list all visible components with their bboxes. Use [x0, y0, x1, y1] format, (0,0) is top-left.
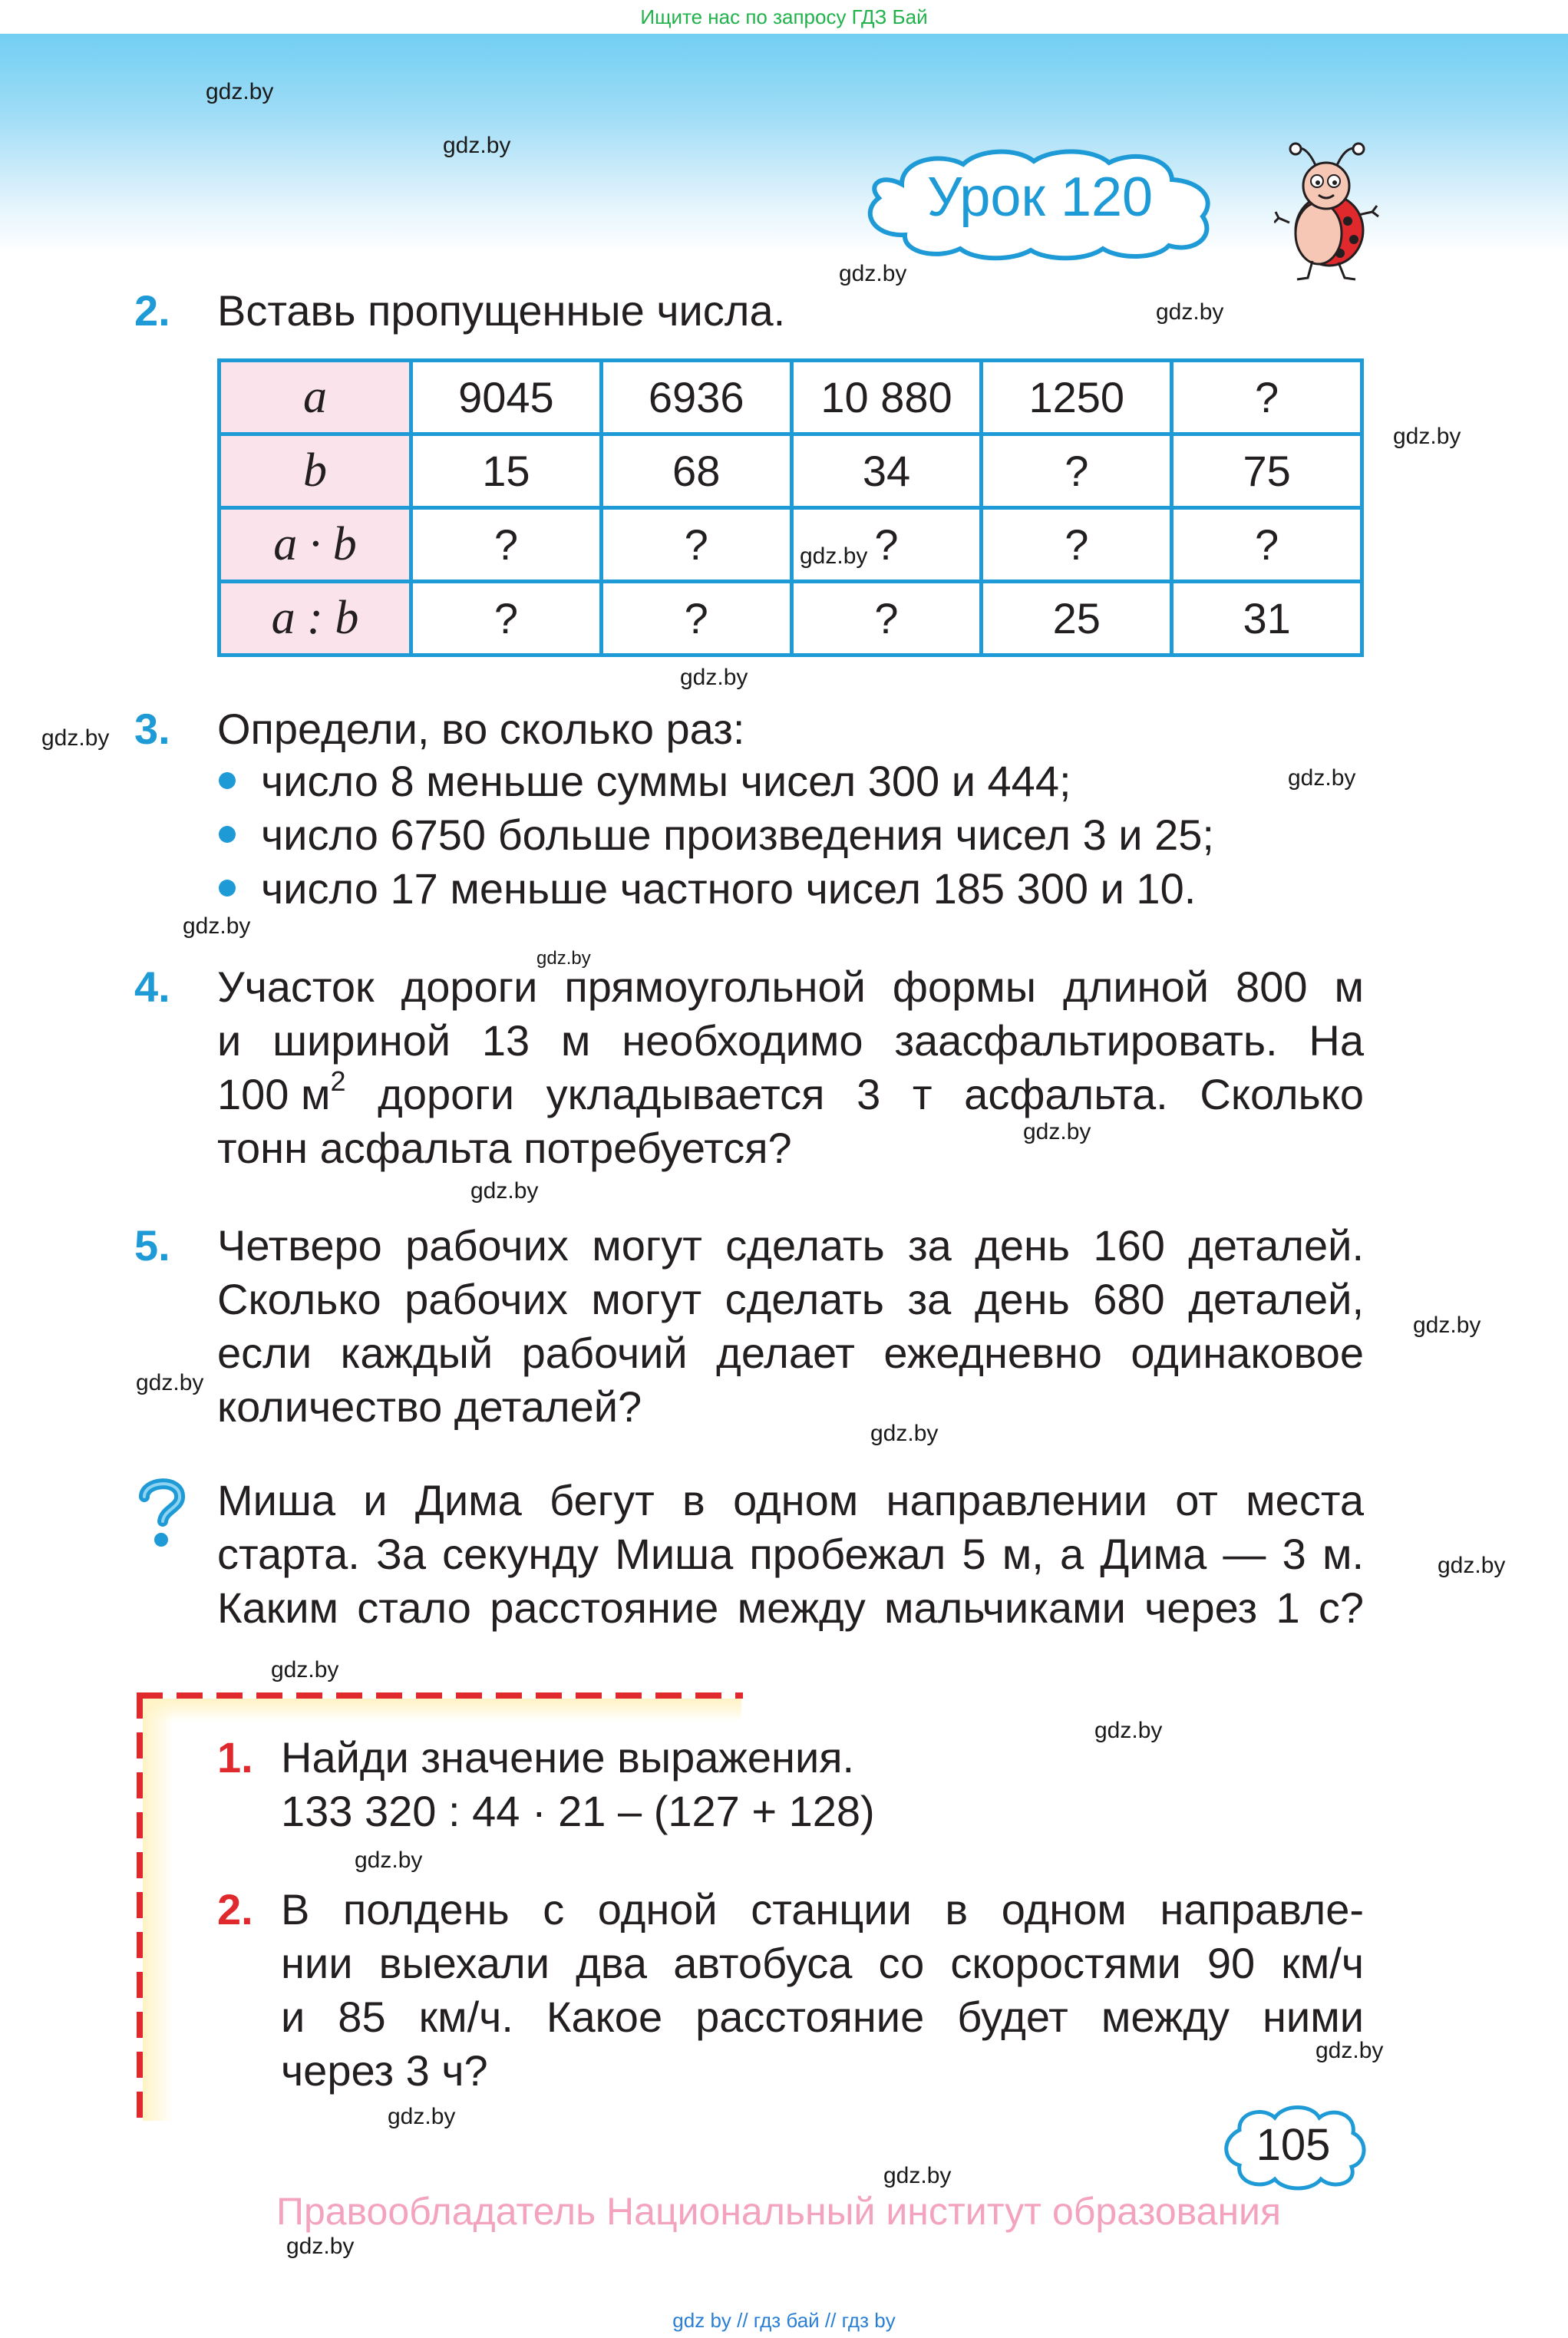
table-cell: ?	[601, 582, 791, 655]
task-number: 3.	[134, 705, 170, 753]
table-cell: ?	[791, 508, 982, 582]
table-cell: 25	[982, 582, 1172, 655]
watermark: gdz.by	[388, 2104, 456, 2129]
table-row	[220, 582, 1362, 655]
section-glow	[143, 1699, 173, 2121]
watermark: gdz.by	[183, 913, 251, 939]
task-line: Сколько рабочих могут сделать за день 680 деталей,	[217, 1275, 1364, 1323]
watermark: gdz.by	[1393, 424, 1461, 449]
task-number: 4.	[134, 963, 170, 1011]
bullet-item: число 8 меньше суммы чисел 300 и 444;	[261, 757, 1071, 805]
task-intro: Определи, во сколько раз:	[217, 705, 745, 753]
watermark: gdz.by	[839, 261, 907, 286]
expression: 133 320 : 44 · 21 – (127 + 128)	[281, 1787, 875, 1835]
watermark: gdz.by	[1023, 1119, 1091, 1144]
bullet-item: число 17 меньше частного чисел 185 300 и 10.	[261, 864, 1197, 913]
bullet-icon	[219, 826, 236, 843]
section-border	[137, 1692, 743, 1699]
table-cell: 10 880	[791, 361, 982, 434]
watermark: gdz.by	[1413, 1313, 1481, 1338]
task-text: Вставь пропущенные числа.	[217, 286, 786, 335]
table-cell: ?	[982, 434, 1172, 508]
table-cell: 68	[601, 434, 791, 508]
watermark: gdz.by	[536, 948, 591, 969]
watermark: gdz.by	[136, 1370, 204, 1395]
puzzle-line: Миша и Дима бегут в одном направлении от места	[217, 1476, 1364, 1524]
task-number: 1.	[217, 1733, 253, 1782]
text-fragment: дороги укладывается 3 т асфальта. Сколько	[345, 1070, 1364, 1118]
section-glow	[143, 1699, 741, 1722]
row-header-product: a · b	[220, 508, 411, 582]
question-mark-icon	[130, 1474, 192, 1550]
task-line: через 3 ч?	[281, 2046, 488, 2095]
puzzle-line: старта. За секунду Миша пробежал 5 м, а Дима — 3 м.	[217, 1530, 1364, 1578]
watermark: gdz.by	[680, 665, 748, 690]
table-cell: 31	[1172, 582, 1362, 655]
task-line	[217, 1065, 1364, 1121]
task-line: Найди значение выражения.	[281, 1733, 855, 1782]
watermark: gdz.by	[1156, 299, 1224, 325]
table-cell: ?	[411, 582, 602, 655]
table-cell: 6936	[601, 361, 791, 434]
watermark: gdz.by	[470, 1178, 539, 1204]
task-line: нии выехали два автобуса со скоростями 90 км/ч	[281, 1939, 1364, 1987]
values-table	[217, 358, 1364, 657]
watermark: gdz.by	[870, 1421, 939, 1446]
table-cell: ?	[791, 582, 982, 655]
table-cell: ?	[411, 508, 602, 582]
section-border	[137, 1692, 143, 2122]
watermark: gdz.by	[1288, 765, 1356, 791]
table-cell: ?	[601, 508, 791, 582]
watermark: gdz.by	[355, 1848, 423, 1873]
table-row	[220, 508, 1362, 582]
bullet-icon	[219, 772, 236, 789]
lesson-title: Урок 120	[926, 167, 1154, 228]
task-line: В полдень с одной станции в одном направле-	[281, 1885, 1364, 1933]
table-row	[220, 361, 1362, 434]
watermark: gdz.by	[1094, 1718, 1163, 1743]
page-number: 105	[1256, 2120, 1331, 2170]
ladybug-icon	[1274, 138, 1381, 284]
bottom-banner[interactable]: gdz by // гдз бай // гдз by	[672, 2309, 896, 2332]
table-cell: 34	[791, 434, 982, 508]
task-number: 5.	[134, 1221, 170, 1270]
task-line: и шириной 13 м необходимо заасфальтировать. На	[217, 1016, 1364, 1065]
text-fragment: 100 м	[217, 1070, 331, 1118]
table-cell: 9045	[411, 361, 602, 434]
table-cell: 75	[1172, 434, 1362, 508]
copyright-note: Правообладатель Национальный институт образования	[276, 2190, 1282, 2233]
task-line: тонн асфальта потребуется?	[217, 1124, 792, 1172]
row-header-a: a	[220, 361, 411, 434]
table-cell: ?	[982, 508, 1172, 582]
watermark: gdz.by	[1315, 2038, 1384, 2063]
watermark: gdz.by	[271, 1657, 339, 1683]
watermark: gdz.by	[206, 79, 274, 104]
watermark: gdz.by	[1438, 1553, 1506, 1578]
task-line: Участок дороги прямоугольной формы длиной 800 м	[217, 963, 1364, 1011]
watermark: gdz.by	[800, 543, 868, 569]
watermark: gdz.by	[286, 2234, 355, 2259]
task-line: и 85 км/ч. Какое расстояние будет между ними	[281, 1993, 1364, 2041]
table-cell: ?	[1172, 508, 1362, 582]
superscript: 2	[330, 1065, 346, 1097]
bullet-item: число 6750 больше произведения чисел 3 и 25;	[261, 811, 1214, 859]
row-header-b: b	[220, 434, 411, 508]
task-number: 2.	[134, 286, 170, 335]
task-line: количество деталей?	[217, 1382, 642, 1431]
watermark: gdz.by	[443, 133, 511, 158]
table-cell: 15	[411, 434, 602, 508]
task-number: 2.	[217, 1885, 253, 1933]
task-line: если каждый рабочий делает ежедневно одинаковое	[217, 1329, 1364, 1377]
puzzle-line: Каким стало расстояние между мальчиками через 1 с?	[217, 1583, 1364, 1632]
table-cell: ?	[1172, 361, 1362, 434]
watermark: gdz.by	[883, 2163, 952, 2188]
bullet-icon	[219, 880, 236, 897]
task-line: Четверо рабочих могут сделать за день 160 деталей.	[217, 1221, 1364, 1270]
table-cell: 1250	[982, 361, 1172, 434]
row-header-quotient: a : b	[220, 582, 411, 655]
top-banner[interactable]: Ищите нас по запросу ГДЗ Бай	[0, 0, 1568, 34]
watermark: gdz.by	[41, 725, 110, 751]
table-row	[220, 434, 1362, 508]
